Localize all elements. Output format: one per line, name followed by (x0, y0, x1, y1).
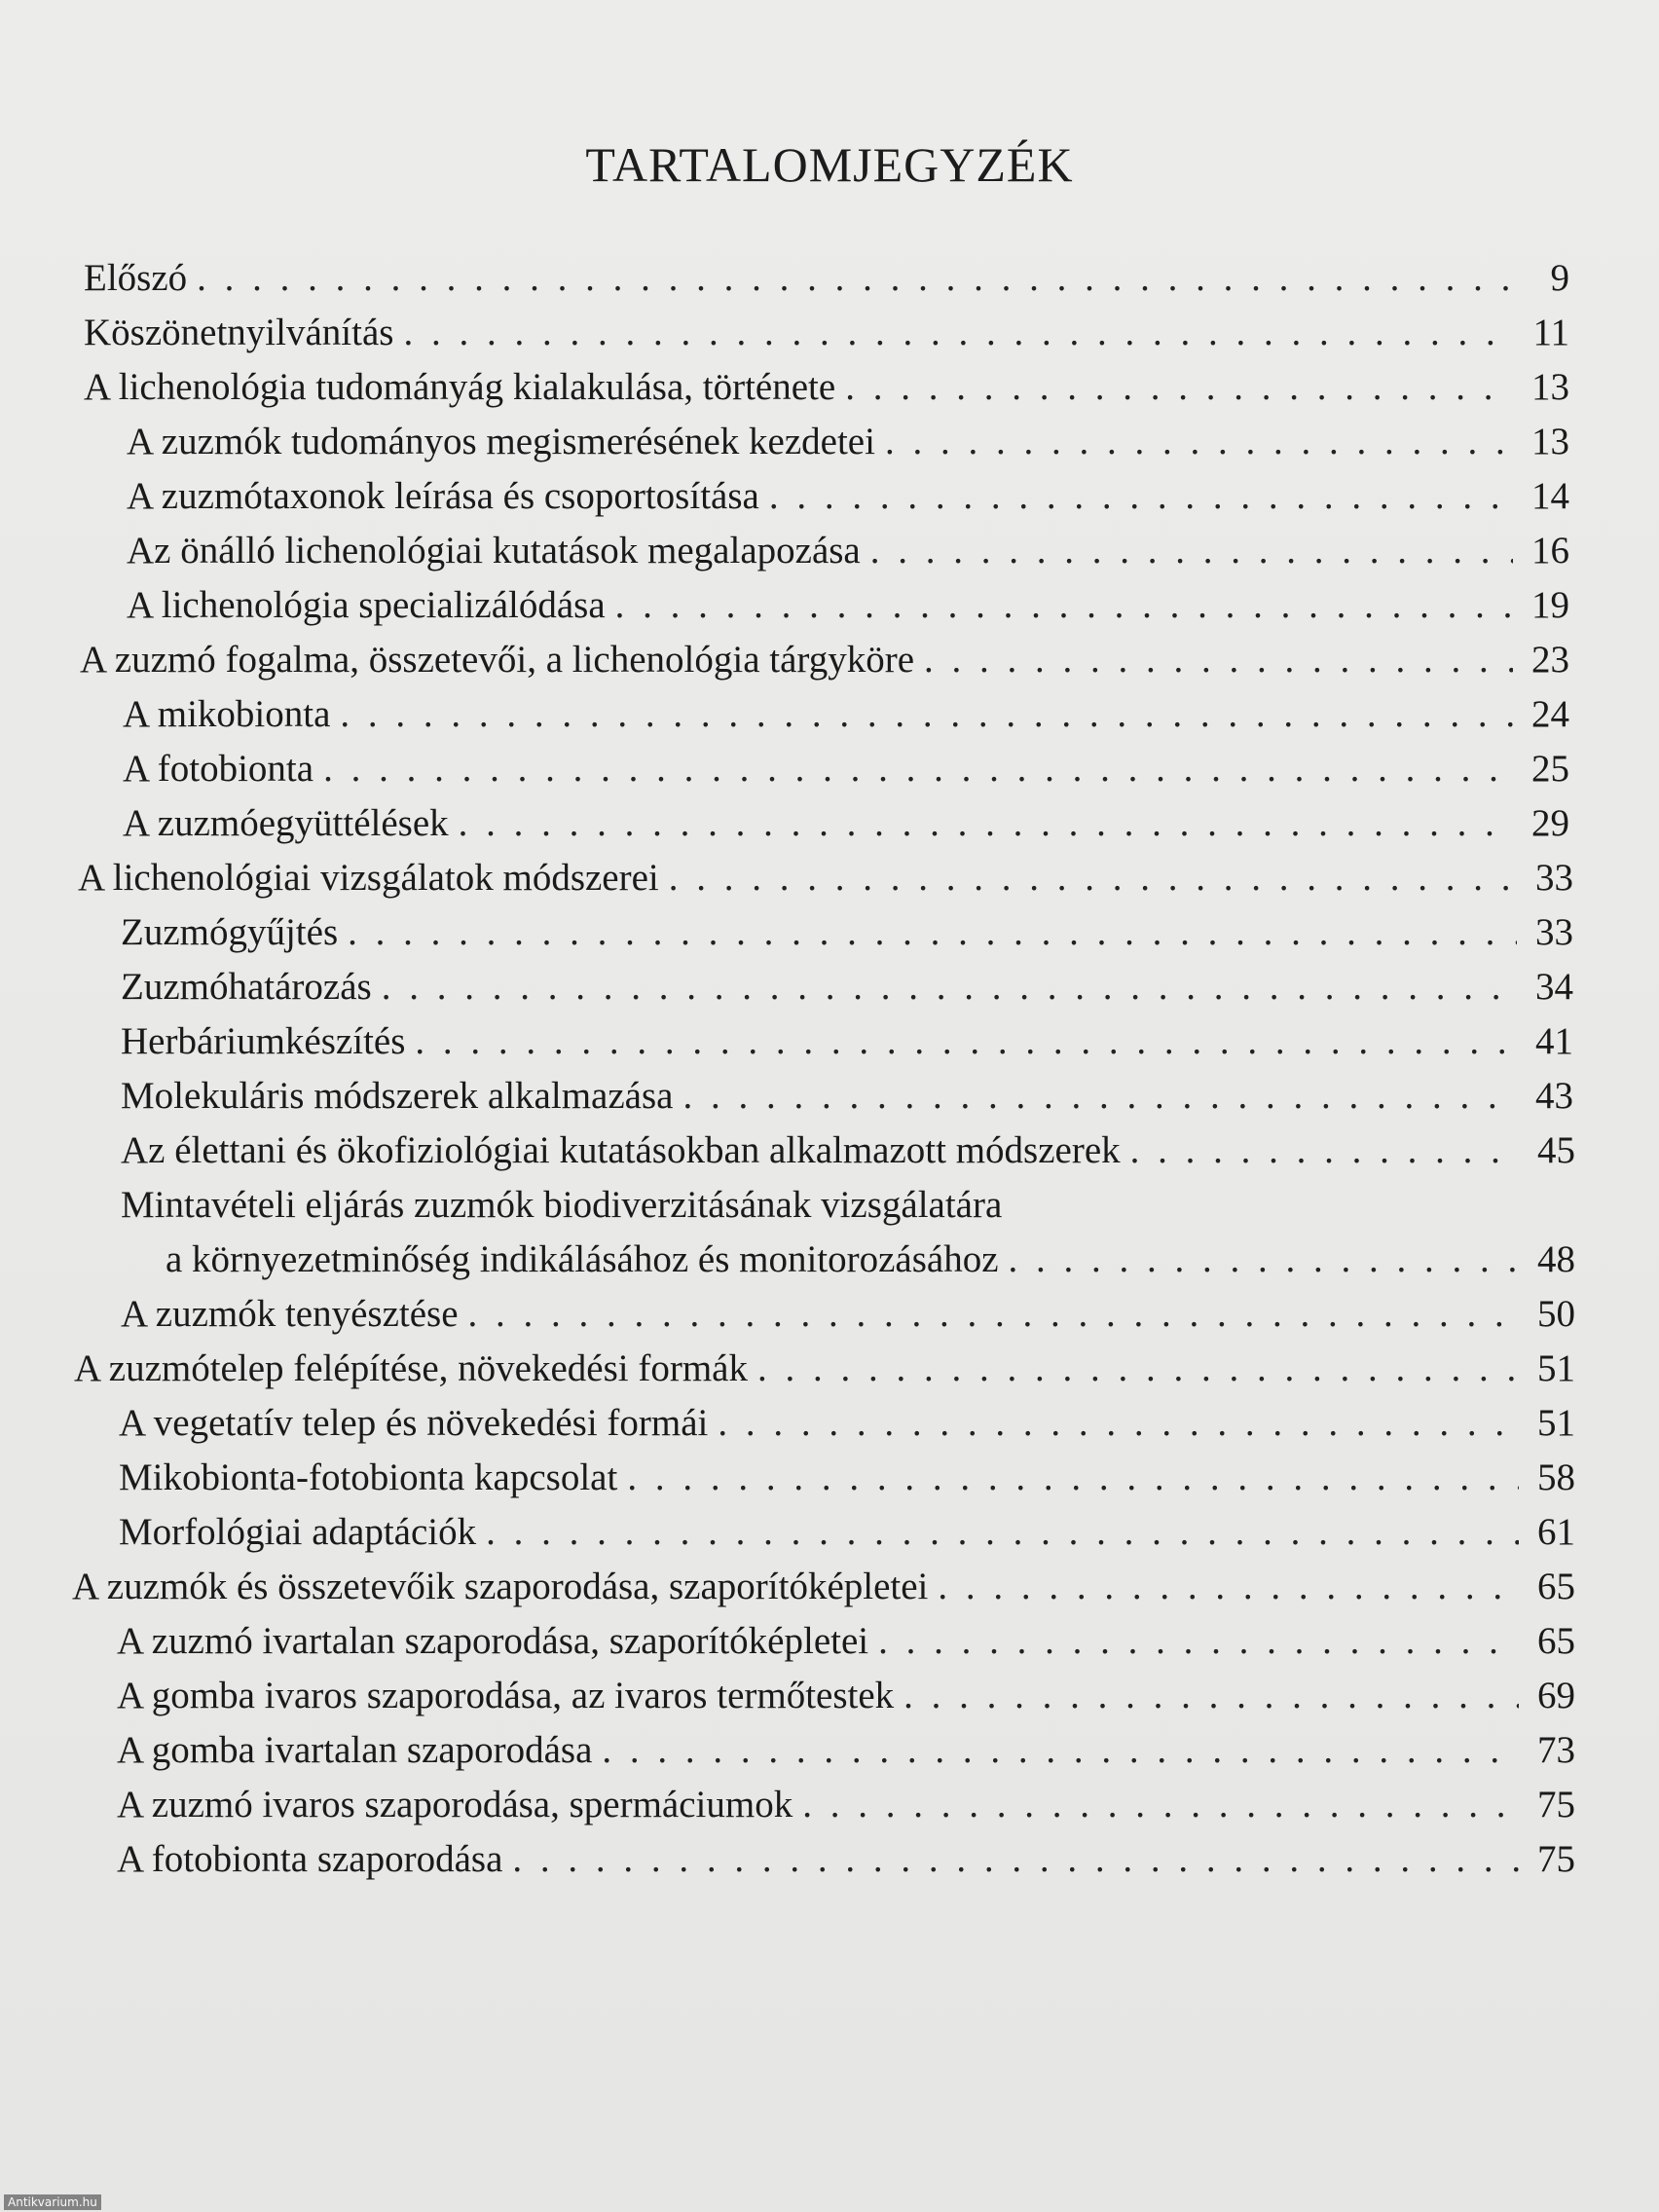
toc-entry-page: 69 (1537, 1675, 1575, 1716)
leader-dots (468, 1287, 1519, 1342)
toc-entry-label: A gomba ivaros szaporodása, az ivaros termőtestek (117, 1675, 895, 1716)
toc-entry-label: A zuzmó ivartalan szaporodása, szaporítóképletei (117, 1620, 869, 1662)
toc-entry-page: 16 (1531, 530, 1569, 571)
toc-entry-page: 43 (1535, 1075, 1573, 1117)
toc-entry-page: 33 (1535, 857, 1573, 899)
toc-section (119, 1451, 1575, 1505)
toc-entry-label: Előszó (84, 257, 188, 299)
toc-section (121, 1069, 1573, 1124)
toc-entry-page: 14 (1531, 475, 1569, 517)
toc-entry-page: 13 (1531, 421, 1569, 462)
toc-entry-page: 11 (1532, 312, 1569, 353)
toc-entry-label: A zuzmótelep felépítése, növekedési formák (74, 1347, 748, 1389)
toc-entry-label: A lichenológiai vizsgálatok módszerei (78, 857, 659, 899)
leader-dots (924, 633, 1513, 687)
toc-entry-page: 24 (1531, 693, 1569, 735)
leader-dots (885, 415, 1513, 469)
toc-entry-label: A fotobionta szaporodása (117, 1838, 503, 1880)
toc-entry-label: Az élettani és ökofiziológiai kutatásokban alkalmazott módszerek (121, 1129, 1121, 1171)
leader-dots (682, 1069, 1517, 1124)
leader-dots (878, 1614, 1519, 1669)
toc-entry-label: Molekuláris módszerek alkalmazása (121, 1075, 674, 1117)
leader-dots (415, 1014, 1517, 1069)
toc-section (127, 415, 1569, 469)
toc-entry-label: A zuzmótaxonok leírása és csoportosítása (127, 475, 759, 517)
leader-dots (602, 1723, 1519, 1778)
toc-entry-page: 75 (1537, 1838, 1575, 1880)
toc-section (117, 1614, 1575, 1669)
toc-entry-page: 45 (1537, 1129, 1575, 1171)
toc-entry-label: Zuzmógyűjtés (121, 911, 339, 953)
leader-dots (403, 306, 1513, 360)
toc-section (121, 1124, 1575, 1178)
leader-dots (938, 1560, 1519, 1614)
toc-entry-label: Az önálló lichenológiai kutatások megalapozása (127, 530, 861, 571)
watermark: Antikvarium.hu (4, 2194, 101, 2210)
toc-entry-page: 29 (1531, 802, 1569, 844)
toc-entry-label: Köszönetnyilvánítás (84, 312, 394, 353)
toc-entry-page: 51 (1537, 1402, 1575, 1444)
toc-entry-label: A lichenológia tudományág kialakulása, története (84, 366, 836, 408)
toc-entry-label: A lichenológia specializálódása (127, 584, 606, 626)
toc-section (123, 687, 1569, 742)
toc-entry-label: Herbáriumkészítés (121, 1020, 406, 1062)
toc-chapter-vizsgalati-modszerek (78, 851, 1573, 905)
toc-entry-page: 65 (1537, 1566, 1575, 1607)
leader-dots (486, 1505, 1519, 1560)
toc-entry-page: 25 (1531, 748, 1569, 790)
toc-entry-label: A zuzmó fogalma, összetevői, a lichenológia tárgyköre (80, 639, 915, 681)
toc-entry-page: 58 (1537, 1456, 1575, 1498)
toc-entry-page: 13 (1531, 366, 1569, 408)
toc-section (127, 578, 1569, 633)
leader-dots (382, 960, 1517, 1014)
leader-dots (512, 1832, 1519, 1887)
toc-entry-page: 41 (1535, 1020, 1573, 1062)
toc-entry-label: Mikobionta-fotobionta kapcsolat (119, 1456, 618, 1498)
toc-entry-page: 65 (1537, 1620, 1575, 1662)
toc-entry-page: 34 (1535, 966, 1573, 1008)
toc-entry-eloszo (84, 251, 1569, 306)
leader-dots (1130, 1124, 1519, 1178)
toc-section (117, 1832, 1575, 1887)
toc-chapter-lichenologia-tortenete (84, 360, 1569, 415)
leader-dots (615, 578, 1513, 633)
toc-section (127, 524, 1569, 578)
leader-dots (769, 469, 1513, 524)
toc-entry-label: A zuzmók tudományos megismerésének kezdetei (127, 421, 875, 462)
toc-entry-page: 48 (1537, 1238, 1575, 1280)
toc-entry-label: A zuzmóegyüttélések (123, 802, 449, 844)
toc-entry-page: 23 (1531, 639, 1569, 681)
toc-entry-label: Mintavételi eljárás zuzmók biodiverzitásának vizsgálatára (121, 1184, 1003, 1226)
toc-section (117, 1778, 1575, 1832)
toc-entry-label: A fotobionta (123, 748, 314, 790)
leader-dots (459, 796, 1513, 851)
toc-section (119, 1505, 1575, 1560)
leader-dots (323, 742, 1513, 796)
toc-entry-page: 50 (1537, 1293, 1575, 1335)
leader-dots (340, 687, 1513, 742)
toc-entry-page: 51 (1537, 1347, 1575, 1389)
toc-chapter-zuzmo-fogalma (80, 633, 1569, 687)
leader-dots (348, 905, 1517, 960)
toc-section (117, 1723, 1575, 1778)
toc-section-line2 (166, 1233, 1575, 1287)
toc-section (123, 742, 1569, 796)
toc-section (119, 1396, 1575, 1451)
toc-entry-label: A vegetatív telep és növekedési formái (119, 1402, 709, 1444)
toc-section (121, 1014, 1573, 1069)
toc-chapter-szaporodas (72, 1560, 1575, 1614)
toc-entry-label: Zuzmóhatározás (121, 966, 372, 1008)
leader-dots (870, 524, 1513, 578)
toc-entry-page: 73 (1537, 1729, 1575, 1771)
leader-dots (669, 851, 1517, 905)
leader-dots (903, 1669, 1519, 1723)
toc-section (121, 960, 1573, 1014)
toc-section (121, 1287, 1575, 1342)
toc-entry-label: A zuzmó ivaros szaporodása, spermáciumok (117, 1784, 793, 1825)
leader-dots (627, 1451, 1519, 1505)
toc-entry-label: A gomba ivartalan szaporodása (117, 1729, 593, 1771)
toc-section (121, 905, 1573, 960)
toc-entry-label: Morfológiai adaptációk (119, 1511, 477, 1553)
leader-dots (845, 360, 1513, 415)
toc-section (127, 469, 1569, 524)
toc-entry-page: 19 (1531, 584, 1569, 626)
leader-dots (718, 1396, 1519, 1451)
leader-dots (197, 251, 1513, 306)
toc-entry-label: a környezetminőség indikálásához és monitorozásához (166, 1238, 999, 1280)
toc-entry-page: 33 (1535, 911, 1573, 953)
toc-entry-page: 9 (1550, 257, 1569, 299)
toc-section (117, 1669, 1575, 1723)
toc-entry-label: A zuzmók és összetevőik szaporodása, szaporítóképletei (72, 1566, 929, 1607)
toc-entry-page: 61 (1537, 1511, 1575, 1553)
toc-section-line1 (121, 1178, 1575, 1233)
page-title: TARTALOMJEGYZÉK (585, 137, 1074, 192)
leader-dots (1009, 1233, 1519, 1287)
toc-entry-koszonetnyilvanitas (84, 306, 1569, 360)
toc-entry-label: A mikobionta (123, 693, 331, 735)
leader-dots (802, 1778, 1519, 1832)
leader-dots (757, 1342, 1519, 1396)
toc-entry-page: 75 (1537, 1784, 1575, 1825)
toc-entry-label: A zuzmók tenyésztése (121, 1293, 459, 1335)
toc-section (123, 796, 1569, 851)
toc-chapter-zuzmotelep (74, 1342, 1575, 1396)
